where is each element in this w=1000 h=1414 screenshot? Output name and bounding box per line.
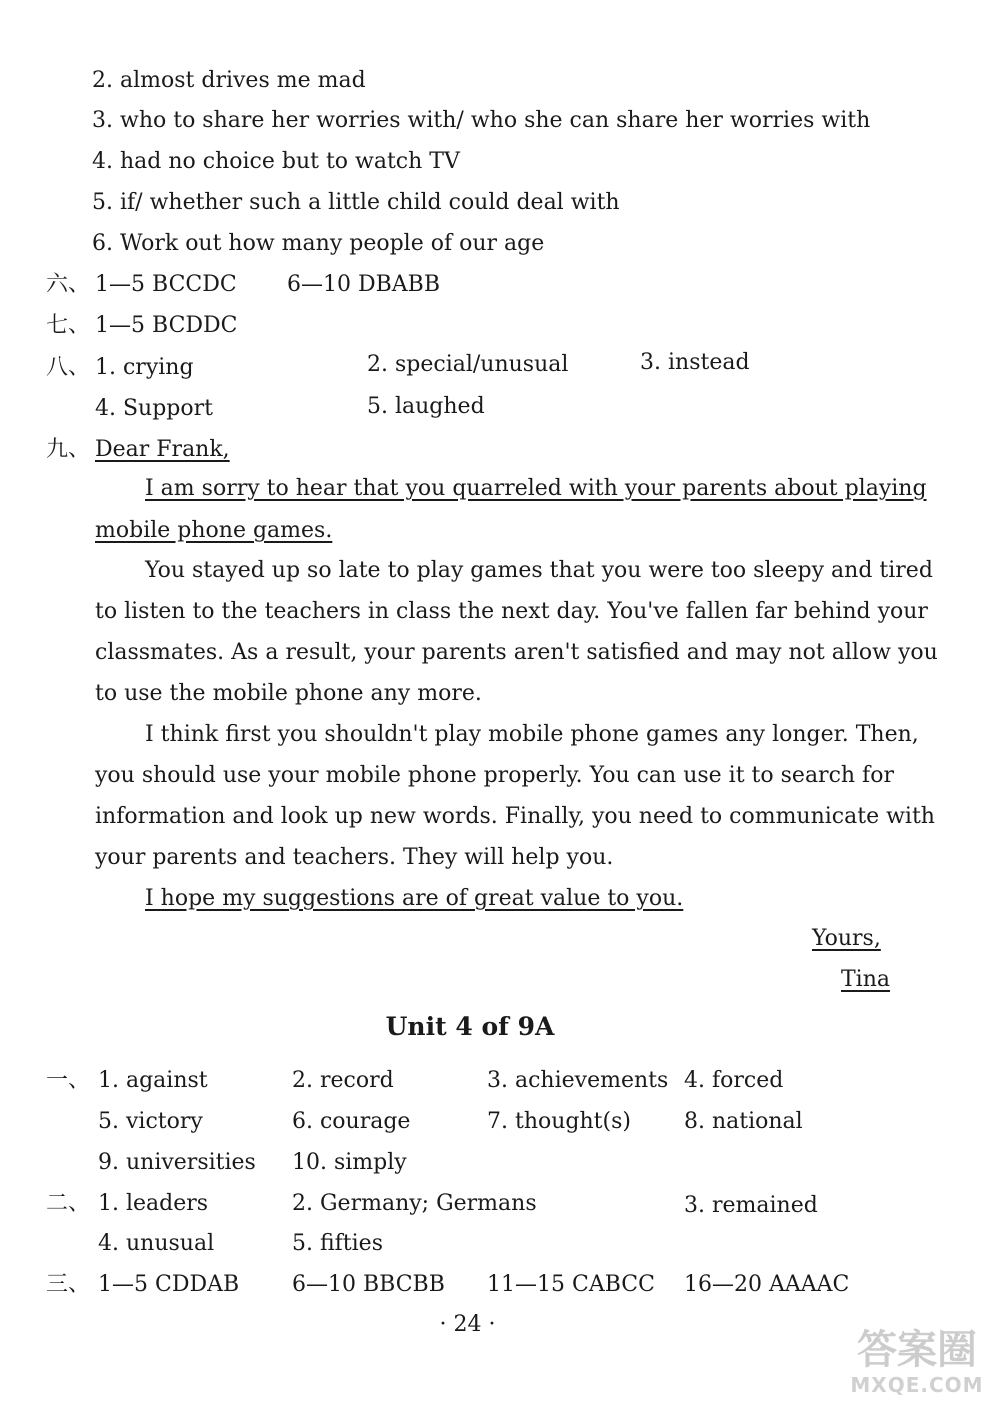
answer-item: 5. fifties — [292, 1231, 383, 1256]
answer-group: 1—5 CDDAB — [98, 1272, 240, 1297]
letter-body-line: classmates. As a result, your parents aren't satisfied and may not allow you — [95, 640, 938, 665]
section-nine-marker: 九、 — [46, 437, 91, 462]
letter-body-line: I think first you shouldn't play mobile phone games any longer. Then, — [145, 722, 919, 747]
answer-item: 1. crying — [95, 355, 194, 380]
answer-item: 8. national — [684, 1109, 803, 1134]
answer-group: 6—10 BBCBB — [292, 1272, 445, 1297]
letter-body-line: You stayed up so late to play games that you were too sleepy and tired — [145, 558, 933, 583]
answer-group: 6—10 DBABB — [287, 272, 441, 297]
answer-item: 2. special/unusual — [367, 352, 569, 377]
answer-item: 4. unusual — [98, 1231, 215, 1256]
letter-body-line: to use the mobile phone any more. — [95, 681, 482, 706]
answer-item: 5. victory — [98, 1109, 203, 1134]
section-six-marker: 六、 — [46, 272, 91, 297]
answer-item: 2. record — [292, 1068, 394, 1093]
item-line: 3. who to share her worries with/ who she can share her worries with — [92, 108, 871, 133]
answer-item: 3. achievements — [487, 1068, 669, 1093]
watermark-logo-text: 答案圈 — [857, 1327, 977, 1373]
item-line: 6. Work out how many people of our age — [92, 231, 545, 256]
letter-body-line: your parents and teachers. They will help you. — [95, 845, 614, 870]
section-eight-marker: 八、 — [46, 355, 91, 380]
answer-group: 16—20 AAAAC — [684, 1272, 850, 1297]
letter-signature: Tina — [841, 967, 890, 992]
answer-item: 4. forced — [684, 1068, 784, 1093]
unit-heading: Unit 4 of 9A — [385, 1012, 555, 1041]
watermark-url: MXQE.COM — [850, 1373, 984, 1397]
letter-opening-line: I am sorry to hear that you quarreled with your parents about playing — [145, 476, 927, 501]
answer-group: 11—15 CABCC — [487, 1272, 655, 1297]
letter-closing: I hope my suggestions are of great value to you. — [145, 886, 684, 911]
page-number: · 24 · — [439, 1312, 496, 1337]
item-line: 5. if/ whether such a little child could deal with — [92, 190, 620, 215]
letter-opening-line: mobile phone games. — [95, 518, 333, 543]
unit-section-three-marker: 三、 — [46, 1272, 91, 1297]
answer-item: 3. instead — [640, 350, 750, 375]
answer-item: 6. courage — [292, 1109, 411, 1134]
letter-greeting: Dear Frank, — [95, 437, 230, 462]
answer-item: 1. leaders — [98, 1191, 209, 1216]
letter-body-line: to listen to the teachers in class the next day. You've fallen far behind your — [95, 599, 928, 624]
answer-item: 7. thought(s) — [487, 1109, 631, 1134]
answer-item: 1. against — [98, 1068, 208, 1093]
unit-section-two-marker: 二、 — [46, 1191, 91, 1216]
answer-item: 2. Germany; Germans — [292, 1191, 537, 1216]
answer-item: 9. universities — [98, 1150, 256, 1175]
watermark-logo — [842, 1328, 992, 1408]
answer-item: 3. remained — [684, 1193, 818, 1218]
section-seven-marker: 七、 — [46, 313, 91, 338]
answer-group: 1—5 BCCDC — [95, 272, 237, 297]
answer-item: 4. Support — [95, 396, 213, 421]
letter-body-line: information and look up new words. Finally, you need to communicate with — [95, 804, 935, 829]
item-line: 4. had no choice but to watch TV — [92, 149, 460, 174]
answer-item: 10. simply — [292, 1150, 407, 1175]
answer-group: 1—5 BCDDC — [95, 313, 238, 338]
answer-item: 5. laughed — [367, 394, 485, 419]
unit-section-one-marker: 一、 — [46, 1068, 91, 1093]
letter-body-line: you should use your mobile phone properly. You can use it to search for — [95, 763, 894, 788]
item-line: 2. almost drives me mad — [92, 68, 366, 93]
letter-signoff: Yours, — [812, 926, 881, 951]
